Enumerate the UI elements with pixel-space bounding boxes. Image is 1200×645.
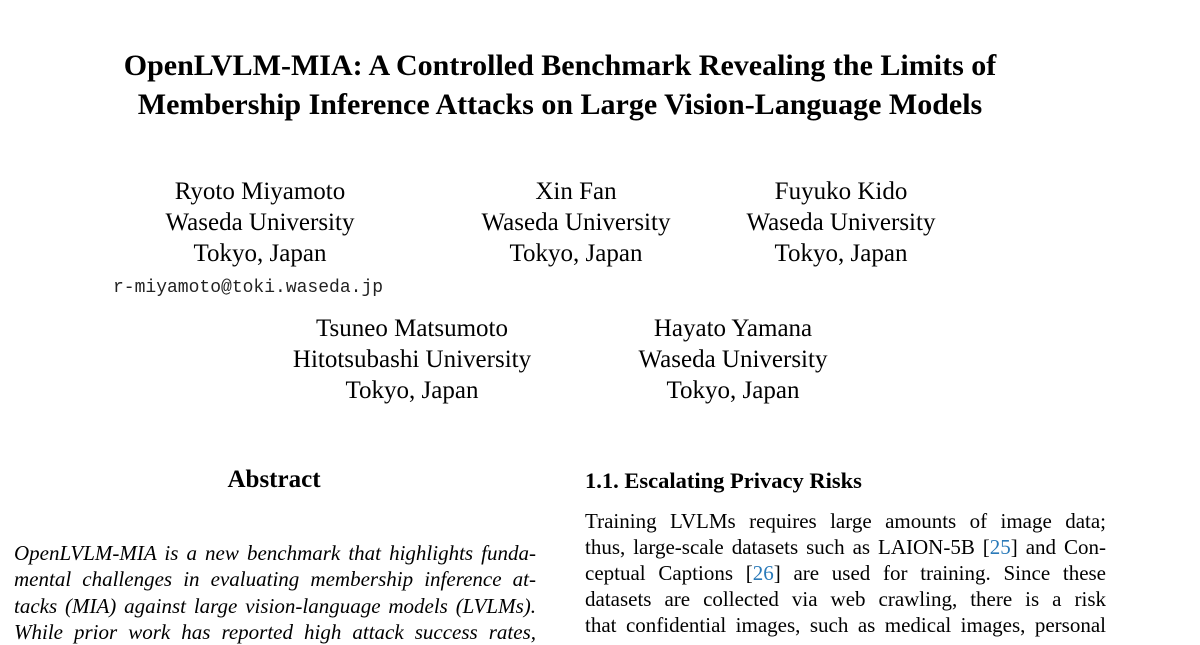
author-block-1 xyxy=(140,176,380,269)
abstract-body xyxy=(14,540,536,645)
author-block-3 xyxy=(721,176,961,269)
section-line: Training LVLMs requires large amounts of image data; xyxy=(585,509,1106,533)
citation-link[interactable]: 25 xyxy=(989,535,1011,560)
author-name: Fuyuko Kido xyxy=(774,178,908,205)
paper-title-line-1: OpenLVLM-MIA: A Controlled Benchmark Revealing the Limits of xyxy=(123,49,997,82)
paper-title xyxy=(60,46,1060,124)
author-email: r-miyamoto@toki.waseda.jp xyxy=(113,278,384,298)
section-line xyxy=(585,560,1106,586)
section-text: ceptual Captions [ xyxy=(585,561,753,586)
section-heading: 1.1. Escalating Privacy Risks xyxy=(585,468,862,493)
citation-link[interactable]: 26 xyxy=(752,561,774,586)
section-text: ] and Con- xyxy=(1010,535,1106,560)
author-name: Xin Fan xyxy=(535,178,617,205)
author-name: Tsuneo Matsumoto xyxy=(316,315,508,342)
abstract-line: mental challenges in evaluating membership inference at- xyxy=(14,567,536,592)
section-text: ] are used for training. Since these xyxy=(773,561,1107,586)
author-block-5 xyxy=(613,313,853,406)
author-location: Tokyo, Japan xyxy=(345,377,479,404)
abstract-line: OpenLVLM-MIA is a new benchmark that highlights funda- xyxy=(14,541,536,565)
section-line: that confidential images, such as medical images, personal xyxy=(585,613,1106,638)
author-affiliation: Waseda University xyxy=(165,209,355,236)
section-line: datasets are collected via web crawling, there is a risk xyxy=(585,587,1106,612)
author-location: Tokyo, Japan xyxy=(509,240,643,267)
author-name: Hayato Yamana xyxy=(653,315,813,342)
author-affiliation: Waseda University xyxy=(481,209,671,236)
abstract-line: While prior work has reported high attack success rates, xyxy=(14,619,536,644)
author-location: Tokyo, Japan xyxy=(666,377,800,404)
author-affiliation: Waseda University xyxy=(638,346,828,373)
section-text: thus, large-scale datasets such as LAION-5B [ xyxy=(585,535,990,560)
section-body xyxy=(585,508,1106,638)
author-block-4 xyxy=(272,313,552,406)
author-affiliation: Waseda University xyxy=(746,209,936,236)
author-name: Ryoto Miyamoto xyxy=(174,178,346,205)
author-location: Tokyo, Japan xyxy=(193,240,327,267)
author-block-2 xyxy=(456,176,696,269)
author-affiliation: Hitotsubashi University xyxy=(292,346,532,373)
abstract-line: tacks (MIA) against large vision-language models (LVLMs). xyxy=(14,593,536,618)
abstract-heading: Abstract xyxy=(227,466,321,493)
paper-title-line-2: Membership Inference Attacks on Large Vision-Language Models xyxy=(137,88,983,121)
section-line xyxy=(585,534,1106,560)
author-location: Tokyo, Japan xyxy=(774,240,908,267)
